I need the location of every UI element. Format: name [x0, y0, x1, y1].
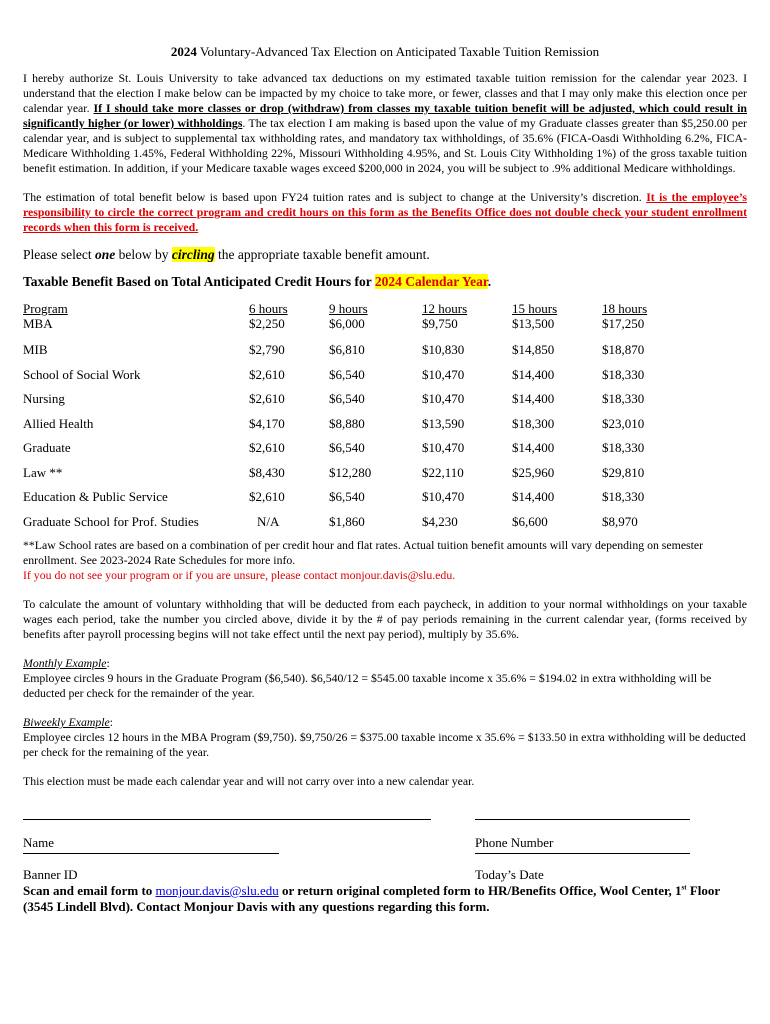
signature-labels-row-1: [23, 835, 747, 851]
program-cell: Education & Public Service: [23, 489, 168, 504]
monthly-example-text: Employee circles 9 hours in the Graduate Program ($6,540). $6,540/12 = $545.00 taxable income x 35.6% = $194.02 in extra withholding will be deducted per check for the remainder of the year.: [23, 671, 712, 700]
amount-cell[interactable]: $10,830: [422, 342, 465, 357]
biweekly-colon: :: [109, 715, 114, 729]
amount-cell[interactable]: $10,470: [422, 391, 465, 406]
table-row: [23, 514, 683, 539]
biweekly-example-text: Employee circles 12 hours in the MBA Program ($9,750). $9,750/26 = $375.00 taxable income x 35.6% = $133.50 in extra withholding will be deducted per check for the remaining of the year.: [23, 730, 746, 759]
amount-cell[interactable]: $2,250: [249, 316, 285, 331]
amount-cell[interactable]: $10,470: [422, 366, 465, 382]
amount-cell[interactable]: $18,330: [602, 440, 645, 455]
amount-cell[interactable]: $10,470: [422, 489, 465, 504]
amount-cell[interactable]: $6,810: [329, 342, 365, 357]
program-cell: MBA: [23, 316, 53, 331]
amount-cell[interactable]: $25,960: [512, 464, 555, 480]
signature-lines-row-1: [23, 819, 747, 835]
contact-note: If you do not see your program or if you are unsure, please contact monjour.davis@slu.edu.: [23, 568, 456, 582]
form-page: [23, 44, 747, 915]
ordinal-suffix: st: [681, 883, 687, 892]
select-text-1: Please select: [23, 247, 95, 262]
select-instruction: [23, 247, 747, 262]
column-header-9-hours: 9 hours: [329, 301, 368, 316]
select-text-2: below by: [115, 247, 172, 262]
table-row: [23, 489, 683, 514]
table-header-row: [23, 302, 683, 316]
amount-cell[interactable]: $10,470: [422, 440, 465, 455]
amount-cell[interactable]: $6,540: [329, 366, 365, 382]
amount-cell[interactable]: $6,540: [329, 489, 365, 504]
authorization-paragraph: [23, 71, 747, 176]
program-cell: Allied Health: [23, 415, 94, 431]
amount-cell[interactable]: $18,300: [512, 415, 555, 431]
amount-cell[interactable]: $18,330: [602, 391, 645, 406]
amount-cell[interactable]: $2,610: [249, 489, 285, 504]
table-heading: [23, 274, 747, 289]
amount-cell[interactable]: $18,330: [602, 366, 645, 382]
phone-line[interactable]: [475, 819, 690, 820]
program-cell: Nursing: [23, 391, 65, 406]
law-school-note: **Law School rates are based on a combination of per credit hour and flat rates. Actual tuition benefit amounts will vary depending on semester enrollment. See 2023-2024 Rate Schedules for more info.: [23, 538, 704, 567]
amount-cell[interactable]: $23,010: [602, 415, 645, 431]
submission-instructions: [23, 883, 747, 915]
amount-cell[interactable]: $14,400: [512, 391, 555, 406]
table-heading-text: Taxable Benefit Based on Total Anticipated Credit Hours for: [23, 274, 375, 289]
submission-text-1: Scan and email form to: [23, 883, 156, 898]
name-label: Name: [23, 835, 55, 850]
biweekly-example-heading: [23, 715, 747, 730]
amount-cell[interactable]: $14,400: [512, 489, 555, 504]
amount-cell[interactable]: $4,230: [422, 513, 458, 529]
column-header-12-hours: 12 hours: [422, 301, 468, 316]
amount-cell[interactable]: $12,280: [329, 464, 372, 480]
amount-cell[interactable]: $1,860: [329, 513, 365, 529]
amount-cell[interactable]: $2,610: [249, 366, 285, 382]
amount-cell[interactable]: $6,540: [329, 391, 365, 406]
title-year: 2024: [170, 44, 197, 59]
amount-cell[interactable]: $18,870: [602, 342, 645, 357]
table-row: [23, 465, 683, 490]
signature-lines-row-2: [23, 851, 747, 867]
banner-id-label: Banner ID: [23, 867, 78, 882]
monthly-colon: :: [106, 656, 110, 670]
table-row: [23, 440, 683, 465]
table-row: [23, 416, 683, 441]
annual-election-note: This election must be made each calendar year and will not carry over into a new calendar year.: [23, 774, 475, 788]
amount-cell[interactable]: $8,970: [602, 513, 638, 529]
amount-cell[interactable]: $6,540: [329, 440, 365, 455]
select-text-3: the appropriate taxable benefit amount.: [214, 247, 430, 262]
name-line[interactable]: [23, 819, 431, 820]
estimation-text: The estimation of total benefit below is based upon FY24 tuition rates and is subject to change at the University’s discretion.: [23, 190, 647, 204]
program-cell: Law **: [23, 464, 63, 480]
title-text: Voluntary-Advanced Tax Election on Anticipated Taxable Tuition Remission: [196, 44, 600, 59]
amount-cell[interactable]: $9,750: [422, 316, 458, 331]
submission-text-3: Floor (3545 Lindell Blvd). Contact Monjour Davis with any questions regarding this form.: [23, 883, 720, 914]
amount-cell[interactable]: $13,590: [422, 415, 465, 431]
phone-label: Phone Number: [475, 835, 554, 850]
select-circling: circling: [171, 247, 215, 262]
amount-cell[interactable]: $8,880: [329, 415, 365, 431]
date-label: Today’s Date: [475, 867, 544, 882]
program-cell: Graduate School for Prof. Studies: [23, 513, 199, 529]
amount-cell[interactable]: $6,000: [329, 316, 365, 331]
amount-cell[interactable]: $13,500: [512, 316, 555, 331]
column-header-6-hours: 6 hours: [249, 301, 288, 316]
amount-cell[interactable]: $29,810: [602, 464, 645, 480]
amount-cell[interactable]: $17,250: [602, 316, 645, 331]
column-header-18-hours: 18 hours: [602, 301, 648, 316]
amount-cell[interactable]: $8,430: [249, 464, 285, 480]
monthly-heading-text: Monthly Example: [23, 656, 107, 670]
withholding-details: . The tax election I am making is based upon the value of my Graduate classes greater than $5,250.00 per calendar year, and is subject to supplemental tax withholding rates, and mandatory tax withholdings, of 35.6% (FICA-Oasdi Withholding 6.2%, FICA-Medicare Withholding 1.45%, Federal Withholding 22%, Missouri Withholding 4.95%, and St. Louis City Withholding 1%) of the gross taxable tuition benefit estimation. In addition, if your Medicare taxable wages exceed $200,000 in 2024, you will be subject to .9% additional Medicare withholdings.: [23, 116, 747, 175]
program-cell: School of Social Work: [23, 366, 141, 382]
column-header-program: Program: [23, 301, 68, 316]
authorization-text: I hereby authorize St. Louis University to take advanced tax deductions on my estimated taxable tuition remission for the calendar year 2023. I understand that the election I make below can be impacted by my choice to take more, or fewer, classes and that I may only make this election once per calendar year.: [23, 71, 747, 115]
amount-cell[interactable]: $14,850: [512, 342, 555, 357]
amount-cell[interactable]: $14,400: [512, 366, 555, 382]
form-title: [23, 44, 747, 59]
amount-cell[interactable]: $22,110: [422, 464, 464, 480]
program-cell: Graduate: [23, 440, 71, 455]
amount-cell[interactable]: $2,610: [249, 391, 285, 406]
table-row: [23, 316, 683, 342]
amount-cell[interactable]: $2,610: [249, 440, 285, 455]
amount-cell[interactable]: $6,600: [512, 513, 548, 529]
table-row: [23, 391, 683, 416]
banner-id-line[interactable]: [23, 853, 279, 854]
table-heading-period: .: [487, 274, 492, 289]
amount-cell[interactable]: $18,330: [602, 489, 645, 504]
email-link[interactable]: monjour.davis@slu.edu: [155, 883, 279, 898]
amount-cell[interactable]: N/A: [257, 513, 280, 529]
estimation-paragraph: [23, 190, 747, 235]
table-row: [23, 342, 683, 367]
responsibility-warning: It is the employee’s responsibility to circle the correct program and credit hours on this form as the Benefits Office does not double check your student enrollment records when this form is received.: [23, 190, 747, 234]
program-cell: MIB: [23, 342, 48, 357]
benefit-table: [23, 302, 683, 538]
column-header-15-hours: 15 hours: [512, 301, 558, 316]
table-heading-year: 2024 Calendar Year: [374, 274, 488, 289]
date-line[interactable]: [475, 853, 690, 854]
signature-labels-row-2: [23, 867, 747, 883]
calculation-paragraph: To calculate the amount of voluntary withholding that will be deducted from each paycheck, in addition to your normal withholdings on your taxable wages each period, take the number you circled above, divide it by the # of pay periods remaining in the current calendar year, (forms received by benefits after payroll processing begins will not take effect until the next pay period), multiply by 35.6%.: [23, 597, 747, 641]
amount-cell[interactable]: $4,170: [249, 415, 285, 431]
select-one: one: [94, 247, 116, 262]
adjustment-warning: If I should take more classes or drop (withdraw) from classes my taxable tuition benefit will be adjusted, which could result in significantly higher (or lower) withholdings: [23, 101, 747, 130]
submission-text-2: or return original completed form to HR/Benefits Office, Wool Center, 1: [278, 883, 682, 898]
table-row: [23, 367, 683, 392]
amount-cell[interactable]: $2,790: [249, 342, 285, 357]
monthly-example-heading: [23, 656, 747, 671]
biweekly-heading-text: Biweekly Example: [23, 715, 110, 729]
amount-cell[interactable]: $14,400: [512, 440, 555, 455]
